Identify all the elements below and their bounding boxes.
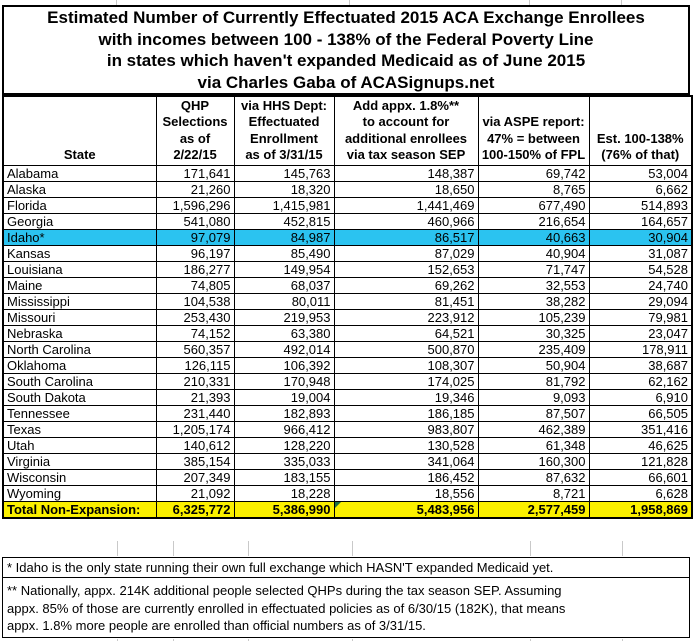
footnote-sep-line-3: appx. 1.8% more people are enrolled than official numbers as of 3/31/15. <box>7 618 426 633</box>
footnote-sep-line-1: ** Nationally, appx. 214K additional people selected QHPs during the tax season SEP. Assuming <box>7 583 562 598</box>
table-row-georgia <box>3 213 692 229</box>
value-cell[interactable]: 121,828 <box>589 453 692 469</box>
value-cell[interactable]: 186,277 <box>156 261 234 277</box>
total-value-text: 5,483,956 <box>416 501 475 517</box>
header-line: 47% = between <box>487 130 580 146</box>
value-cell[interactable]: 104,538 <box>156 293 234 309</box>
value-cell[interactable]: 21,260 <box>156 181 234 197</box>
spreadsheet-gridline <box>622 541 623 556</box>
spreadsheet-gridline <box>116 0 117 5</box>
value-cell[interactable]: 210,331 <box>156 373 234 389</box>
table-row-wyoming <box>3 485 692 501</box>
total-non-expansion-row <box>3 501 692 518</box>
title-line-3: in states which haven't expanded Medicaid as of June 2015 <box>106 51 586 70</box>
state-name-cell[interactable]: Virginia <box>3 453 156 469</box>
title-line-2: with incomes between 100 - 138% of the Federal Poverty Line <box>98 29 594 49</box>
value-cell[interactable]: 50,904 <box>478 357 589 373</box>
table-row-tennessee <box>3 405 692 421</box>
value-cell[interactable]: 32,553 <box>478 277 589 293</box>
value-cell[interactable]: 149,954 <box>234 261 334 277</box>
value-cell[interactable]: 18,228 <box>234 485 334 501</box>
value-cell[interactable]: 966,412 <box>234 421 334 437</box>
header-line: QHP <box>180 97 210 113</box>
state-name-cell[interactable]: Wyoming <box>3 485 156 501</box>
column-header-tax-season-sep[interactable] <box>334 96 478 165</box>
state-name-cell[interactable]: Kansas <box>3 245 156 261</box>
value-cell[interactable]: 69,262 <box>334 277 478 293</box>
value-cell[interactable]: 223,912 <box>334 309 478 325</box>
value-cell[interactable]: 18,556 <box>334 485 478 501</box>
spreadsheet-gridline <box>248 541 249 556</box>
state-name-cell[interactable]: Alabama <box>3 165 156 181</box>
value-cell[interactable]: 128,220 <box>234 437 334 453</box>
value-cell[interactable]: 207,349 <box>156 469 234 485</box>
value-cell[interactable]: 61,348 <box>478 437 589 453</box>
value-cell[interactable]: 81,451 <box>334 293 478 309</box>
value-cell[interactable]: 87,029 <box>334 245 478 261</box>
value-cell[interactable]: 69,742 <box>478 165 589 181</box>
total-value-cell[interactable] <box>334 501 478 518</box>
value-cell[interactable]: 174,025 <box>334 373 478 389</box>
value-cell[interactable]: 460,966 <box>334 213 478 229</box>
table-row-wisconsin <box>3 469 692 485</box>
footnote-idaho-text: * Idaho is the only state running their own full exchange which HASN'T expanded Medicaid yet. <box>7 560 554 575</box>
value-cell[interactable]: 182,893 <box>234 405 334 421</box>
header-line: 2/22/15 <box>173 147 217 162</box>
state-name-cell[interactable]: Missouri <box>3 309 156 325</box>
header-line: Add appx. 1.8%** <box>352 97 460 113</box>
state-name-cell[interactable]: Georgia <box>3 213 156 229</box>
footnote-idaho <box>2 557 690 578</box>
column-header-qhp-selections[interactable] <box>156 96 234 165</box>
value-cell[interactable]: 164,657 <box>589 213 692 229</box>
value-cell[interactable]: 6,910 <box>589 389 692 405</box>
value-cell[interactable]: 63,380 <box>234 325 334 341</box>
spreadsheet-gridline <box>352 541 353 556</box>
value-cell[interactable]: 23,047 <box>589 325 692 341</box>
state-name-cell[interactable]: Wisconsin <box>3 469 156 485</box>
table-row-utah <box>3 437 692 453</box>
table-row-maine <box>3 277 692 293</box>
value-cell[interactable]: 54,528 <box>589 261 692 277</box>
value-cell[interactable]: 148,387 <box>334 165 478 181</box>
value-cell[interactable]: 74,152 <box>156 325 234 341</box>
value-cell[interactable]: 500,870 <box>334 341 478 357</box>
header-line: Selections <box>162 114 228 129</box>
value-cell[interactable]: 8,721 <box>478 485 589 501</box>
value-cell[interactable]: 6,628 <box>589 485 692 501</box>
title-line-4: via Charles Gaba of ACASignups.net <box>197 72 495 92</box>
value-cell[interactable]: 178,911 <box>589 341 692 357</box>
spreadsheet-gridline <box>530 541 531 556</box>
value-cell[interactable]: 253,430 <box>156 309 234 325</box>
value-cell[interactable]: 71,747 <box>478 261 589 277</box>
total-value-cell[interactable] <box>156 501 234 518</box>
value-cell[interactable]: 19,004 <box>234 389 334 405</box>
value-cell[interactable]: 87,507 <box>478 405 589 421</box>
state-name-cell[interactable]: Nebraska <box>3 325 156 341</box>
value-cell[interactable]: 38,282 <box>478 293 589 309</box>
state-name-cell[interactable]: Louisiana <box>3 261 156 277</box>
table-row-nebraska <box>3 325 692 341</box>
value-cell[interactable]: 126,115 <box>156 357 234 373</box>
table-row-south-dakota <box>3 389 692 405</box>
state-name-cell[interactable]: Utah <box>3 437 156 453</box>
value-cell[interactable]: 87,632 <box>478 469 589 485</box>
value-cell[interactable]: 235,409 <box>478 341 589 357</box>
value-cell[interactable]: 40,663 <box>478 229 589 245</box>
table-row-louisiana <box>3 261 692 277</box>
value-cell[interactable]: 130,528 <box>334 437 478 453</box>
header-line: Est. 100-138% <box>596 130 684 146</box>
total-value-cell[interactable] <box>234 501 334 518</box>
value-cell[interactable]: 74,805 <box>156 277 234 293</box>
value-cell[interactable]: 160,300 <box>478 453 589 469</box>
value-cell[interactable]: 97,079 <box>156 229 234 245</box>
table-row-missouri <box>3 309 692 325</box>
state-name-cell[interactable]: South Dakota <box>3 389 156 405</box>
total-value-cell[interactable] <box>589 501 692 518</box>
table-row-mississippi <box>3 293 692 309</box>
header-line: as of 3/31/15 <box>245 147 323 162</box>
table-row-south-carolina <box>3 373 692 389</box>
state-name-cell[interactable]: Idaho* <box>3 229 156 245</box>
value-cell[interactable]: 560,357 <box>156 341 234 357</box>
table-title <box>2 5 690 95</box>
value-cell[interactable]: 8,765 <box>478 181 589 197</box>
value-cell[interactable]: 462,389 <box>478 421 589 437</box>
value-cell[interactable]: 31,087 <box>589 245 692 261</box>
total-value-text: 5,386,990 <box>272 501 331 517</box>
value-cell[interactable]: 385,154 <box>156 453 234 469</box>
value-cell[interactable]: 452,815 <box>234 213 334 229</box>
value-cell[interactable]: 81,792 <box>478 373 589 389</box>
value-cell[interactable]: 145,763 <box>234 165 334 181</box>
value-cell[interactable]: 68,037 <box>234 277 334 293</box>
column-header-state[interactable] <box>3 96 156 165</box>
value-cell[interactable]: 53,004 <box>589 165 692 181</box>
table-row-north-carolina <box>3 341 692 357</box>
value-cell[interactable]: 29,094 <box>589 293 692 309</box>
spreadsheet-gridline <box>529 0 530 5</box>
value-cell[interactable]: 1,441,469 <box>334 197 478 213</box>
value-cell[interactable]: 677,490 <box>478 197 589 213</box>
spreadsheet-gridline <box>173 541 174 556</box>
spreadsheet-gridline <box>117 541 118 556</box>
header-line: 100-150% of FPL <box>481 147 586 162</box>
table-row-idaho <box>3 229 692 245</box>
value-cell[interactable]: 140,612 <box>156 437 234 453</box>
table-row-florida <box>3 197 692 213</box>
value-cell[interactable]: 62,162 <box>589 373 692 389</box>
value-cell[interactable]: 24,740 <box>589 277 692 293</box>
value-cell[interactable]: 351,416 <box>589 421 692 437</box>
state-name-cell[interactable]: Alaska <box>3 181 156 197</box>
value-cell[interactable]: 19,346 <box>334 389 478 405</box>
enrollment-table <box>2 95 693 519</box>
value-cell[interactable]: 84,987 <box>234 229 334 245</box>
value-cell[interactable]: 541,080 <box>156 213 234 229</box>
value-cell[interactable]: 335,033 <box>234 453 334 469</box>
column-header-est-100-138[interactable] <box>589 96 692 165</box>
value-cell[interactable]: 152,653 <box>334 261 478 277</box>
table-row-oklahoma <box>3 357 692 373</box>
value-cell[interactable]: 1,205,174 <box>156 421 234 437</box>
header-line: State <box>63 147 96 162</box>
value-cell[interactable]: 96,197 <box>156 245 234 261</box>
spreadsheet-gridline <box>349 0 350 5</box>
value-cell[interactable]: 21,092 <box>156 485 234 501</box>
value-cell[interactable]: 106,392 <box>234 357 334 373</box>
column-header-hhs-effectuated[interactable] <box>234 96 334 165</box>
column-header-aspe-fpl[interactable] <box>478 96 589 165</box>
footnote-sep-line-2: appx. 85% of those are currently enrolled in effectuated policies as of 6/30/15 (182K), that means <box>7 600 566 616</box>
total-value-text: 6,325,772 <box>172 501 231 517</box>
total-value-text: 2,577,459 <box>527 501 586 517</box>
value-cell[interactable]: 1,415,981 <box>234 197 334 213</box>
value-cell[interactable]: 46,625 <box>589 437 692 453</box>
spreadsheet-gridline <box>621 0 622 5</box>
header-line: Enrollment <box>250 130 318 146</box>
state-name-cell[interactable]: Texas <box>3 421 156 437</box>
value-cell[interactable]: 85,490 <box>234 245 334 261</box>
value-cell[interactable]: 108,307 <box>334 357 478 373</box>
table-row-virginia <box>3 453 692 469</box>
value-cell[interactable]: 80,011 <box>234 293 334 309</box>
total-value-text: 1,958,869 <box>630 501 688 517</box>
comment-indicator-icon <box>335 502 341 508</box>
value-cell[interactable]: 186,185 <box>334 405 478 421</box>
value-cell[interactable]: 21,393 <box>156 389 234 405</box>
header-line: via ASPE report: <box>482 114 585 129</box>
value-cell[interactable]: 219,953 <box>234 309 334 325</box>
value-cell[interactable]: 514,893 <box>589 197 692 213</box>
value-cell[interactable]: 6,662 <box>589 181 692 197</box>
table-row-alabama <box>3 165 692 181</box>
header-line: additional enrollees <box>344 130 468 146</box>
value-cell[interactable]: 1,596,296 <box>156 197 234 213</box>
state-name-cell[interactable]: South Carolina <box>3 373 156 389</box>
header-line: to account for <box>362 114 450 129</box>
value-cell[interactable]: 86,517 <box>334 229 478 245</box>
value-cell[interactable]: 66,601 <box>589 469 692 485</box>
value-cell[interactable]: 492,014 <box>234 341 334 357</box>
table-row-alaska <box>3 181 692 197</box>
value-cell[interactable]: 64,521 <box>334 325 478 341</box>
value-cell[interactable]: 183,155 <box>234 469 334 485</box>
table-row-kansas <box>3 245 692 261</box>
value-cell[interactable]: 9,093 <box>478 389 589 405</box>
value-cell[interactable]: 105,239 <box>478 309 589 325</box>
total-value-cell[interactable] <box>478 501 589 518</box>
value-cell[interactable]: 171,641 <box>156 165 234 181</box>
value-cell[interactable]: 170,948 <box>234 373 334 389</box>
value-cell[interactable]: 79,981 <box>589 309 692 325</box>
footnote-sep <box>2 577 690 638</box>
value-cell[interactable]: 983,807 <box>334 421 478 437</box>
value-cell[interactable]: 216,654 <box>478 213 589 229</box>
header-line: as of <box>179 130 211 146</box>
value-cell[interactable]: 40,904 <box>478 245 589 261</box>
total-label-cell[interactable]: Total Non-Expansion: <box>3 501 156 518</box>
state-name-cell[interactable]: Florida <box>3 197 156 213</box>
value-cell[interactable]: 18,650 <box>334 181 478 197</box>
state-name-cell[interactable]: North Carolina <box>3 341 156 357</box>
state-name-cell[interactable]: Mississippi <box>3 293 156 309</box>
title-line-1: Estimated Number of Currently Effectuated 2015 ACA Exchange Enrollees <box>47 8 645 27</box>
value-cell[interactable]: 341,064 <box>334 453 478 469</box>
value-cell[interactable]: 18,320 <box>234 181 334 197</box>
value-cell[interactable]: 30,325 <box>478 325 589 341</box>
table-row-texas <box>3 421 692 437</box>
header-line: (76% of that) <box>601 147 680 162</box>
value-cell[interactable]: 231,440 <box>156 405 234 421</box>
table-header-row <box>3 96 692 165</box>
header-line: via HHS Dept: <box>241 97 327 113</box>
state-name-cell[interactable]: Oklahoma <box>3 357 156 373</box>
header-line: via tax season SEP <box>346 147 466 162</box>
value-cell[interactable]: 186,452 <box>334 469 478 485</box>
state-name-cell[interactable]: Maine <box>3 277 156 293</box>
value-cell[interactable]: 66,505 <box>589 405 692 421</box>
value-cell[interactable]: 30,904 <box>589 229 692 245</box>
value-cell[interactable]: 38,687 <box>589 357 692 373</box>
state-name-cell[interactable]: Tennessee <box>3 405 156 421</box>
header-line: Effectuated <box>248 114 320 129</box>
